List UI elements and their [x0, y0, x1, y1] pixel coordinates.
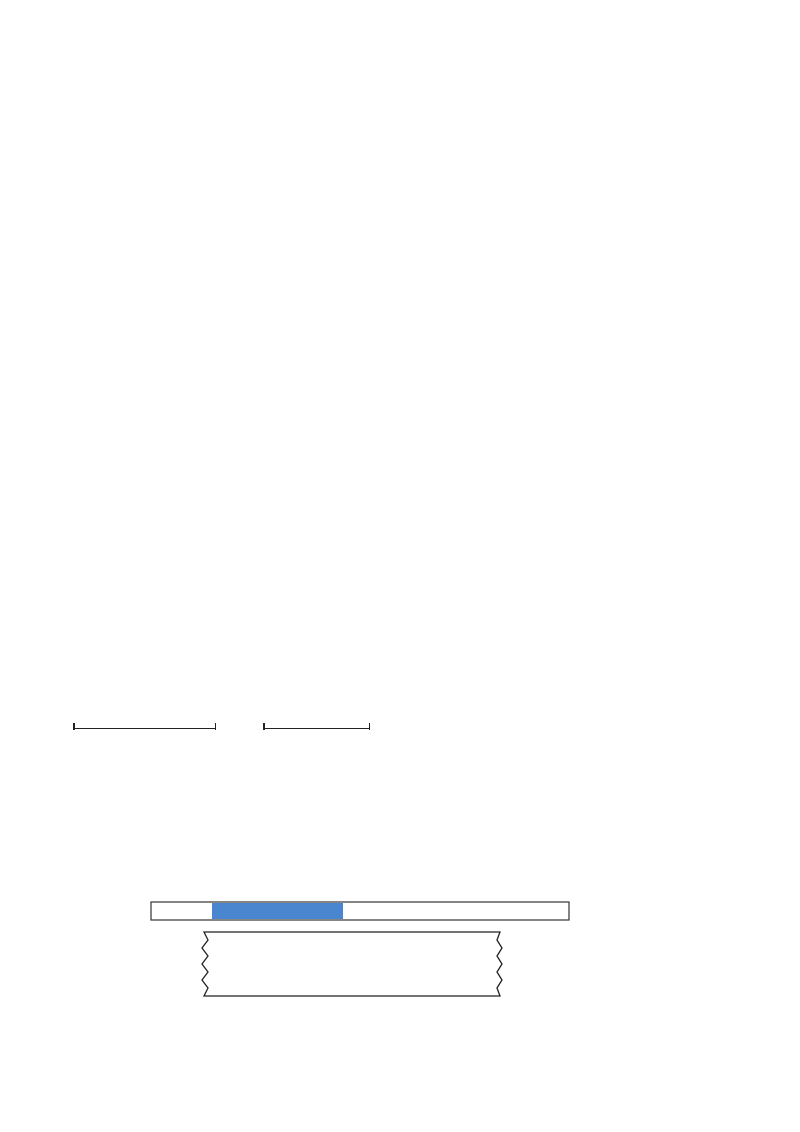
colored-segment: [212, 903, 343, 919]
paper-strip: [151, 902, 569, 920]
ruler-body: [202, 932, 502, 996]
line-segment-45mm: [263, 722, 370, 729]
line-segment-6cm: [73, 722, 216, 729]
